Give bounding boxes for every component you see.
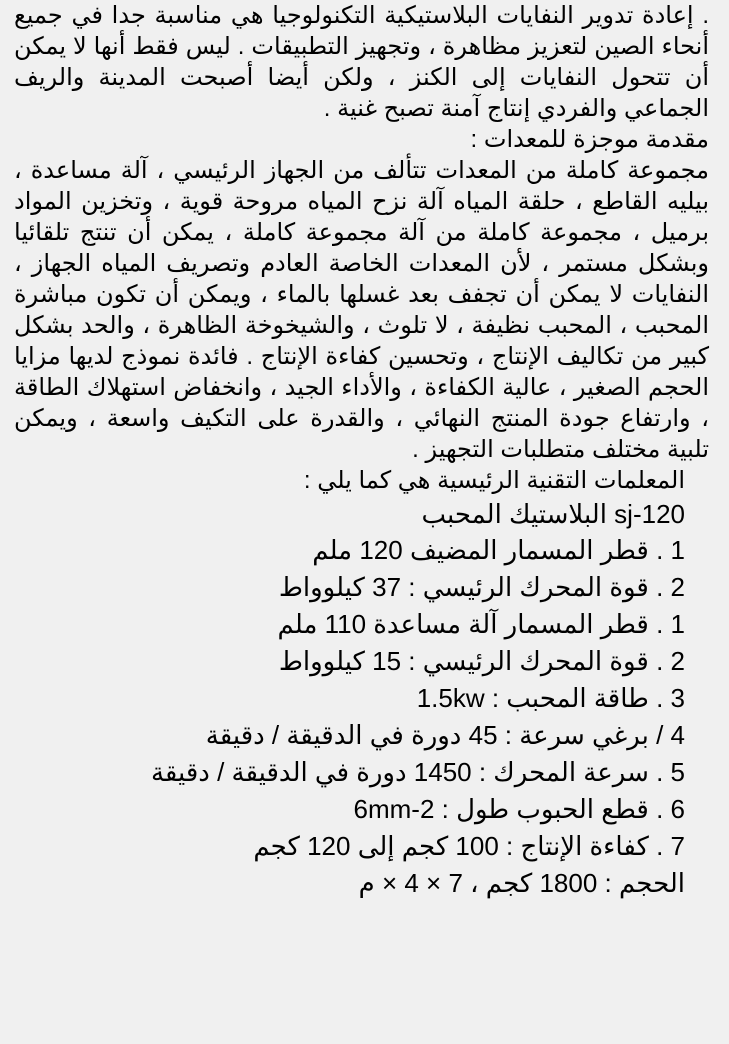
spec-line: 1 . قطر المسمار آلة مساعدة 110 ملم xyxy=(277,609,685,639)
spec-line: 6 . قطع الحبوب طول : 2-6mm xyxy=(353,794,685,824)
intro-equipment-heading: مقدمة موجزة للمعدات : xyxy=(470,126,709,153)
spec-line: 3 . طاقة المحبب : 1.5kw xyxy=(416,683,685,713)
spec-line: 1 . قطر المسمار المضيف 120 ملم xyxy=(312,535,685,565)
specs-list xyxy=(14,532,709,902)
intro-section xyxy=(14,0,709,465)
intro-paragraph-recycling: . إعادة تدوير النفايات البلاستيكية التكنولوجيا هي مناسبة جدا في جميع أنحاء الصين لتعزيز مظاهرة ، وتجهيز التطبيقات . ليس فقط أنها لا يمكن أن تتحول النفايات إلى الكنز ، ولكن أيضا أصبحت المدينة والريف الجماعي والفردي إنتاج آمنة تصبح غنية . xyxy=(14,2,709,122)
specs-model-name: sj-120 البلاستيك المحبب xyxy=(421,499,685,529)
spec-line: 7 . كفاءة الإنتاج : 100 كجم إلى 120 كجم xyxy=(253,831,685,861)
spec-line: 2 . قوة المحرك الرئيسي : 37 كيلوواط xyxy=(278,572,685,602)
intro-equipment-description: مجموعة كاملة من المعدات تتألف من الجهاز الرئيسي ، آلة مساعدة ، بيليه القاطع ، حلقة المياه آلة نزح المياه مروحة قوية ، وتخزين المواد برميل ، مجموعة كاملة من آلة مجموعة كاملة ، يمكن أن تنتج تلقائيا وبشكل مستمر ، لأن المعدات الخاصة العادم وتصريف المياه الجهاز ، النفايات لا يمكن أن تجفف بعد غسلها بالماء ، ويمكن أن تكون مباشرة المحبب ، المحبب نظيفة ، لا تلوث ، والشيخوخة الظاهرة ، والحد بشكل كبير من تكاليف الإنتاج ، وتحسين كفاءة الإنتاج . فائدة نموذج لديها مزايا الحجم الصغير ، عالية الكفاءة ، والأداء الجيد ، وانخفاض استهلاك الطاقة ، وارتفاع جودة المنتج النهائي ، والقدرة على التكيف واسعة ، ويمكن تلبية مختلف متطلبات التجهيز . xyxy=(14,157,709,463)
spec-line: 4 / برغي سرعة : 45 دورة في الدقيقة / دقيقة xyxy=(205,720,685,750)
spec-line: 5 . سرعة المحرك : 1450 دورة في الدقيقة / دقيقة xyxy=(150,757,685,787)
spec-line: الحجم : 1800 كجم ، 7 × 4 × م xyxy=(358,868,685,898)
spec-line: 2 . قوة المحرك الرئيسي : 15 كيلوواط xyxy=(278,646,685,676)
specs-heading: المعلمات التقنية الرئيسية هي كما يلي : xyxy=(303,467,685,494)
